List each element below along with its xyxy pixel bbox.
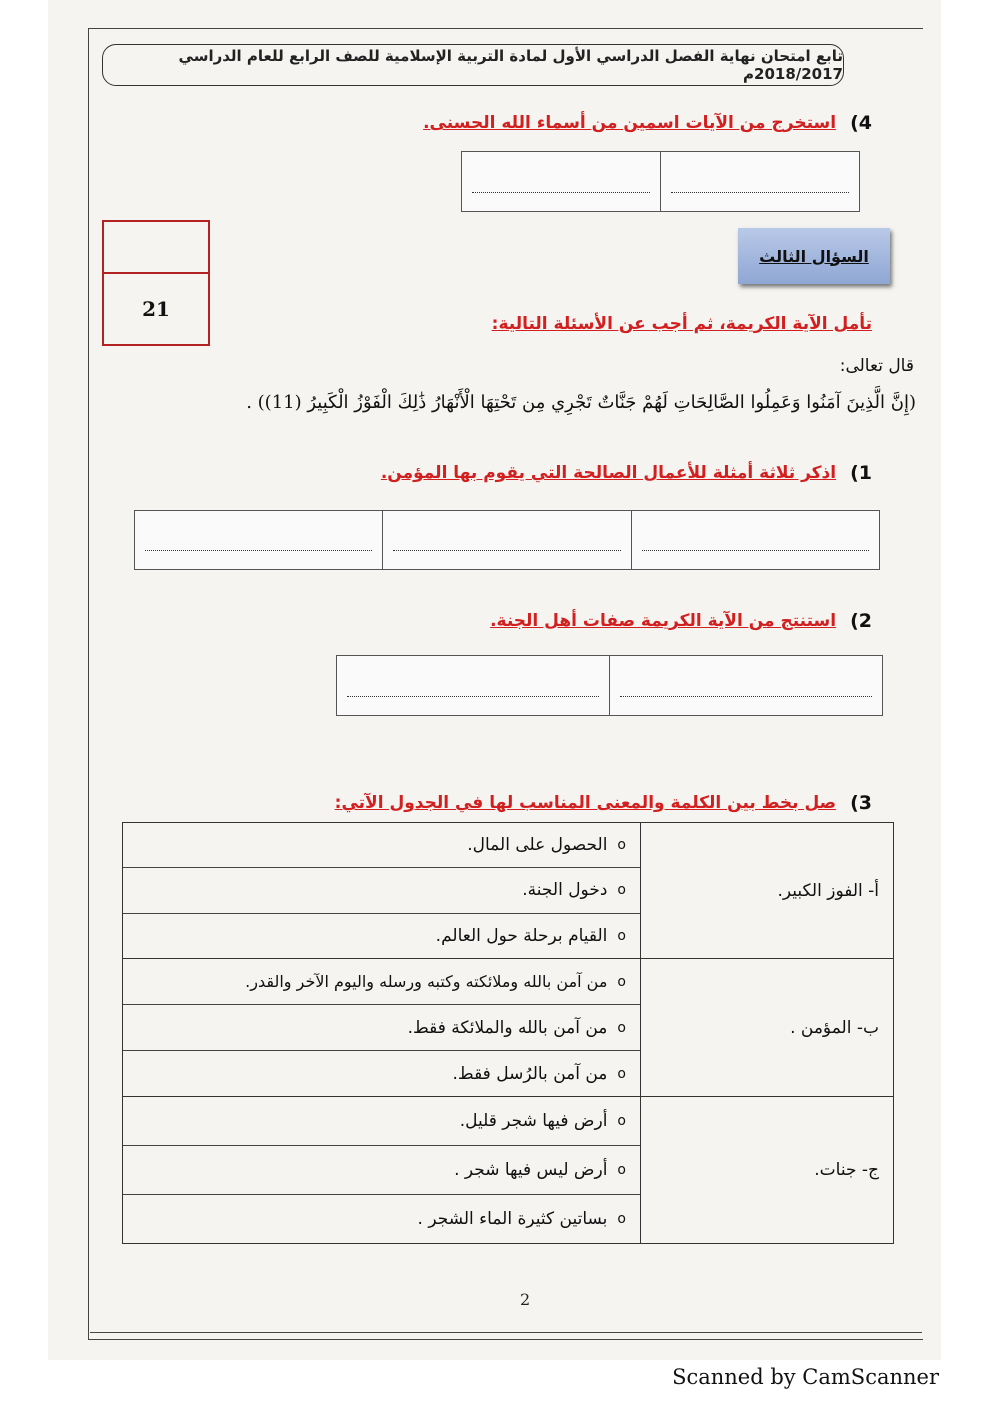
- instruction: تأمل الآية الكريمة، ثم أجب عن الأسئلة التالية:: [491, 314, 872, 334]
- match-option[interactable]: o الحصول على المال.: [123, 823, 640, 868]
- circle-bullet-icon: o: [617, 927, 626, 944]
- match-group-a: [123, 823, 893, 959]
- q4-answer-table: [461, 151, 860, 212]
- circle-bullet-icon: o: [617, 973, 626, 990]
- matching-table: [122, 822, 894, 1244]
- circle-bullet-icon: o: [617, 1211, 626, 1227]
- match-group-c: [123, 1097, 893, 1243]
- answer-cell[interactable]: [135, 511, 382, 569]
- question-4: [423, 112, 872, 134]
- question-3: [335, 792, 872, 814]
- verse-intro: قال تعالى:: [839, 356, 914, 376]
- answer-cell[interactable]: [660, 152, 859, 211]
- answer-cell[interactable]: [382, 511, 630, 569]
- section-title: السؤال الثالث: [738, 228, 890, 284]
- q1-answer-table: [134, 510, 880, 570]
- question-2-number: 2): [850, 610, 872, 632]
- match-option[interactable]: o بساتين كثيرة الماء الشجر .: [417, 1209, 626, 1229]
- match-option[interactable]: o من آمن بالله والملائكة فقط.: [123, 1005, 640, 1051]
- match-word[interactable]: أ- الفوز الكبير.: [640, 823, 893, 958]
- score-blank[interactable]: [104, 222, 208, 274]
- question-4-text: استخرج من الآيات اسمين من أسماء الله الحسنى.: [423, 113, 837, 133]
- question-2: [490, 610, 872, 632]
- page-number: 2: [520, 1290, 531, 1309]
- answer-cell[interactable]: [631, 511, 879, 569]
- page-edge: [90, 1332, 922, 1333]
- match-word[interactable]: ب- المؤمن .: [640, 959, 893, 1096]
- match-option[interactable]: o أرض فيها شجر قليل.: [123, 1097, 640, 1146]
- quran-verse: (إِنَّ الَّذِينَ آمَنُوا وَعَمِلُوا الصَّالِحَاتِ لَهُمْ جَنَّاتٌ تَجْرِي مِن تَحْتِهَا الْأَنْهَارُ ذَٰلِكَ الْفَوْزُ الْكَبِيرُ (11)) .: [246, 392, 916, 413]
- question-3-text: صل بخط بين الكلمة والمعنى المناسب لها في الجدول الآتي:: [334, 793, 837, 813]
- circle-bullet-icon: o: [617, 837, 626, 854]
- score-box: [102, 220, 210, 346]
- match-group-b: [123, 959, 893, 1097]
- scanner-watermark: Scanned by CamScanner: [672, 1365, 939, 1389]
- question-1-text: اذكر ثلاثة أمثلة للأعمال الصالحة التي يقوم بها المؤمن.: [380, 463, 837, 483]
- answer-cell[interactable]: [609, 656, 882, 715]
- question-4-number: 4): [850, 112, 872, 134]
- match-option[interactable]: o دخول الجنة.: [123, 868, 640, 913]
- match-option[interactable]: o من آمن بالرُسل فقط.: [452, 1063, 626, 1084]
- circle-bullet-icon: o: [617, 1113, 626, 1129]
- answer-cell[interactable]: [462, 152, 660, 211]
- circle-bullet-icon: o: [617, 1162, 626, 1178]
- match-option[interactable]: o أرض ليس فيها شجر .: [123, 1146, 640, 1195]
- exam-header: تابع امتحان نهاية الفصل الدراسي الأول لمادة التربية الإسلامية للصف الرابع للعام الدراسي 2018/2017م: [102, 44, 844, 86]
- question-3-number: 3): [850, 792, 872, 814]
- circle-bullet-icon: o: [617, 1065, 626, 1082]
- match-word[interactable]: ج- جنات.: [640, 1097, 893, 1243]
- question-1-number: 1): [850, 462, 872, 484]
- circle-bullet-icon: o: [617, 882, 626, 899]
- question-2-text: استنتج من الآية الكريمة صفات أهل الجنة.: [490, 611, 837, 631]
- score-total: 21: [142, 297, 170, 321]
- q2-answer-table: [336, 655, 883, 716]
- answer-cell[interactable]: [337, 656, 609, 715]
- match-option[interactable]: o القيام برحلة حول العالم.: [435, 925, 626, 946]
- question-1: [381, 462, 872, 484]
- match-option[interactable]: o من آمن بالله وملائكته وكتبه ورسله واليوم الآخر والقدر.: [123, 959, 640, 1005]
- circle-bullet-icon: o: [617, 1019, 626, 1036]
